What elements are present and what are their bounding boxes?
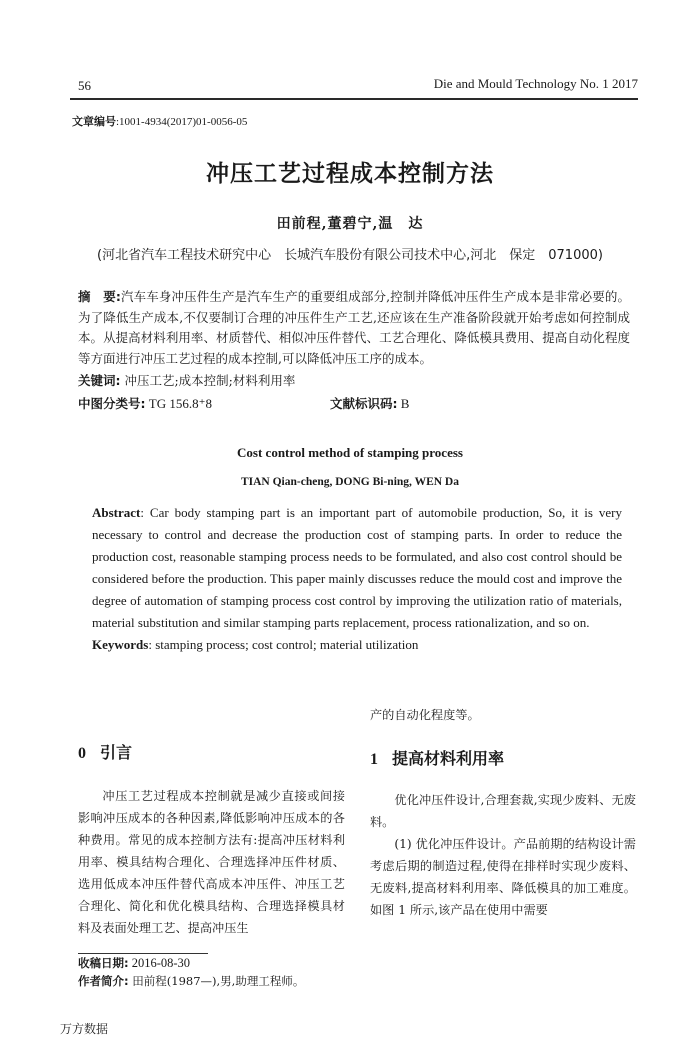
author-bio-label: 作者简介: — [78, 974, 129, 988]
author-bio-value: 田前程(1987—),男,助理工程师。 — [128, 974, 305, 988]
keywords-en — [92, 634, 622, 656]
abstract-cn-text: 汽车车身冲压件生产是汽车生产的重要组成部分,控制并降低冲压件生产成本是非常必要的。为了降低生产成本,不仅要制订合理的冲压件生产工艺,还应该在生产准备阶段就开始考虑如何控制成本。从提高材料利用率、材质替代、相似冲压件替代、工艺合理化、降低模具费用、提高自动化程度等方面进行冲压工艺过程的成本控制,可以降低冲压工序的成本。 — [78, 289, 630, 366]
keywords-en-label: Keywords — [92, 637, 149, 652]
document-code — [330, 394, 409, 415]
abstract-en-label: Abstract — [92, 505, 141, 520]
article-number-label: 文章编号 — [72, 115, 116, 128]
section-0-title: 引言 — [100, 743, 133, 762]
section-0-heading — [78, 742, 345, 765]
doc-code-label: 文献标识码: — [330, 395, 398, 411]
abstract-en-text: : Car body stamping part is an important part of automobile production, So, it is very necessary to control and decrease the production cost of stamping parts. In order to reduce the production cost, reasonable stamping process needs to be formulated, and also cost control should be considered before the production. This paper mainly discusses reduce the mould cost and improve the degree of automation of stamping process cost control by improving the utilization ratio of materials, material substitution and similar stamping parts replacement, process rationalization, and so on. — [92, 505, 622, 630]
abstract-cn — [78, 287, 630, 369]
classification-row — [78, 394, 630, 415]
keywords-cn — [78, 371, 630, 392]
section-0-paragraph: 冲压工艺过程成本控制就是减少直接或间接影响冲压成本的各种因素,降低影响冲压成本的各种费用。常见的成本控制方法有:提高冲压材料利用率、模具结构合理化、合理选择冲压件材质、选用低成本冲压件替代高成本冲压件、冲压工艺合理化、简化和优化模具结构、合理选择模具材料及表面处理工艺、提高冲压生 — [78, 789, 345, 935]
header-rule — [70, 98, 638, 100]
author-bio — [78, 972, 345, 990]
section-1-title: 提高材料利用率 — [392, 749, 505, 768]
article-number-value: :1001-4934(2017)01-0056-05 — [116, 116, 248, 128]
abstract-en — [92, 502, 622, 634]
authors-cn: 田前程,董碧宁,温 达 — [276, 216, 424, 232]
page-number: 56 — [78, 78, 91, 93]
doc-code-value: B — [397, 395, 410, 411]
received-date — [78, 954, 345, 972]
section-0-number: 0 — [78, 745, 86, 762]
section-1-intro: 优化冲压件设计,合理套裁,实现少废料、无废料。 — [370, 793, 636, 829]
clc-number — [78, 394, 330, 415]
received-label: 收稿日期: — [78, 956, 129, 970]
title-cn: 冲压工艺过程成本控制方法 — [206, 161, 494, 187]
keywords-cn-text: 冲压工艺;成本控制;材料利用率 — [120, 373, 296, 388]
affiliation-cn: (河北省汽车工程技术研究中心 长城汽车股份有限公司技术中心,河北 保定 071000) — [97, 248, 603, 263]
title-en: Cost control method of stamping process — [237, 445, 463, 460]
journal-header: Die and Mould Technology No. 1 2017 — [433, 76, 638, 91]
article-number — [72, 113, 247, 129]
received-value: 2016-08-30 — [128, 956, 191, 970]
watermark: 万方数据 — [60, 1022, 109, 1036]
left-column — [78, 742, 345, 990]
right-column — [370, 704, 636, 921]
section-1-paragraph: (1) 优化冲压件设计。产品前期的结构设计需考虑后期的制造过程,使得在排样时实现少废料、无废料,提高材料利用率、降低模具的加工难度。如图 1 所示,该产品在使用中需要 — [370, 837, 636, 917]
clc-value: TG 156.8⁺8 — [145, 395, 212, 411]
keywords-cn-label: 关键词: — [78, 373, 121, 388]
keywords-en-text: : stamping process; cost control; material utilization — [148, 637, 419, 652]
continuation-text: 产的自动化程度等。 — [370, 708, 480, 722]
clc-label: 中图分类号: — [78, 395, 146, 411]
footnotes — [78, 953, 345, 990]
authors-en: TIAN Qian-cheng, DONG Bi-ning, WEN Da — [240, 476, 459, 488]
abstract-cn-label: 摘 要: — [78, 289, 121, 304]
section-1-number: 1 — [370, 751, 378, 768]
front-matter — [78, 287, 630, 656]
section-1-heading — [370, 748, 636, 771]
